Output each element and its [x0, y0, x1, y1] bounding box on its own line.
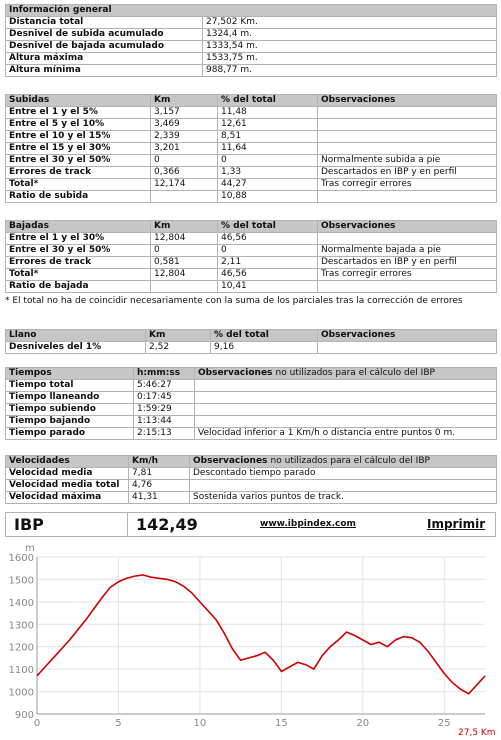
table-row: [6, 155, 497, 167]
km-cell: 12,174: [151, 179, 218, 191]
row-value: 27,502 Km.: [203, 17, 497, 29]
percent-cell: 11,48: [218, 107, 318, 119]
observations-cell: Descartados en IBP y en perfil: [318, 257, 497, 269]
observations-cell: Velocidad inferior a 1 Km/h o distancia entre puntos 0 m.: [195, 428, 497, 440]
speed-cell: 4,76: [129, 480, 190, 492]
col-header: Tiempos: [6, 368, 134, 380]
y-tick-label: 1100: [8, 665, 34, 677]
table-row: [6, 245, 497, 257]
time-cell: 1:13:44: [134, 416, 195, 428]
percent-cell: 0: [218, 155, 318, 167]
row-label: Total*: [6, 269, 151, 281]
y-tick-label: 1400: [8, 597, 34, 609]
table-row: [6, 119, 497, 131]
km-cell: 0: [151, 245, 218, 257]
table-row: [6, 17, 497, 29]
divider: [127, 513, 128, 536]
tiempos-table: [5, 367, 497, 440]
col-header: Km: [146, 330, 211, 342]
x-tick-label: 0: [33, 718, 41, 729]
row-label: Desnivel de bajada acumulado: [6, 41, 203, 53]
y-tick-label: 900: [14, 710, 34, 721]
ibp-value: 142,49: [136, 515, 198, 534]
observations-cell: [318, 191, 497, 203]
percent-cell: 10,41: [218, 281, 318, 293]
observations-header: Observaciones: [198, 368, 273, 378]
table-row: [6, 416, 497, 428]
row-value: 988,77 m.: [203, 65, 497, 77]
row-label: Velocidad máxima: [6, 492, 129, 504]
row-label: Velocidad media total: [6, 480, 129, 492]
row-label: Ratio de bajada: [6, 281, 151, 293]
percent-cell: 2,11: [218, 257, 318, 269]
row-label: Entre el 1 y el 30%: [6, 233, 151, 245]
percent-cell: 10,88: [218, 191, 318, 203]
row-label: Entre el 30 y el 50%: [6, 245, 151, 257]
y-tick-label: 1500: [8, 575, 34, 587]
col-header: Observaciones: [318, 95, 497, 107]
x-tick-label: 20: [356, 718, 370, 729]
col-header: Llano: [6, 330, 146, 342]
km-cell: 2,52: [146, 342, 211, 354]
row-label: Desnivel de subida acumulado: [6, 29, 203, 41]
row-label: Altura mínima: [6, 65, 203, 77]
table-row: [6, 492, 497, 504]
col-header: Subidas: [6, 95, 151, 107]
col-header: % del total: [218, 95, 318, 107]
percent-cell: 12,61: [218, 119, 318, 131]
observations-cell: Descartados en IBP y en perfil: [318, 167, 497, 179]
row-label: Entre el 30 y el 50%: [6, 155, 151, 167]
observations-cell: [318, 143, 497, 155]
time-cell: 1:59:29: [134, 404, 195, 416]
table-row: [6, 179, 497, 191]
row-value: 1533,75 m.: [203, 53, 497, 65]
percent-cell: 1,33: [218, 167, 318, 179]
km-cell: [151, 191, 218, 203]
elevation-line: [37, 575, 485, 694]
observations-cell: Normalmente subida a pie: [318, 155, 497, 167]
col-header: [195, 368, 497, 380]
table-row: [6, 257, 497, 269]
print-button[interactable]: Imprimir: [427, 517, 486, 531]
col-header: Observaciones: [318, 330, 497, 342]
table-row: [6, 468, 497, 480]
percent-cell: 9,16: [211, 342, 318, 354]
table-row: [6, 131, 497, 143]
y-tick-label: 1600: [8, 553, 34, 564]
km-cell: 2,339: [151, 131, 218, 143]
observations-cell: Normalmente bajada a pie: [318, 245, 497, 257]
percent-cell: 46,56: [218, 233, 318, 245]
col-header: h:mm:ss: [134, 368, 195, 380]
observations-header: Observaciones: [193, 456, 268, 466]
table-row: [6, 191, 497, 203]
row-label: Entre el 15 y el 30%: [6, 143, 151, 155]
table-row: [6, 41, 497, 53]
table-row: [6, 167, 497, 179]
ibp-label: IBP: [14, 515, 44, 534]
observations-note: no utilizados para el cálculo del IBP: [275, 368, 435, 378]
row-label: Distancia total: [6, 17, 203, 29]
km-cell: 3,469: [151, 119, 218, 131]
row-label: Tiempo total: [6, 380, 134, 392]
table-row: [6, 392, 497, 404]
observations-cell: [318, 107, 497, 119]
table-row: [6, 342, 497, 354]
col-header: % del total: [211, 330, 318, 342]
percent-cell: 46,56: [218, 269, 318, 281]
km-cell: 12,804: [151, 269, 218, 281]
observations-cell: [318, 233, 497, 245]
col-header: % del total: [218, 221, 318, 233]
row-label: Entre el 10 y el 15%: [6, 131, 151, 143]
general-info-title: Información general: [6, 5, 497, 17]
table-row: [6, 65, 497, 77]
km-cell: 0: [151, 155, 218, 167]
table-row: [6, 404, 497, 416]
col-header: [190, 456, 497, 468]
y-tick-label: 1300: [8, 620, 34, 632]
row-label: Entre el 1 y el 5%: [6, 107, 151, 119]
observations-cell: [318, 342, 497, 354]
col-header: Km: [151, 95, 218, 107]
footnote: * El total no ha de coincidir necesariamente con la suma de los parciales tras la corrección de errores: [5, 296, 463, 306]
row-label: Desniveles del 1%: [6, 342, 146, 354]
row-label: Entre el 5 y el 10%: [6, 119, 151, 131]
x-tick-label: 15: [274, 718, 288, 729]
ibpindex-link[interactable]: www.ibpindex.com: [260, 519, 356, 529]
x-tick-label: 10: [193, 718, 207, 729]
percent-cell: 0: [218, 245, 318, 257]
percent-cell: 44,27: [218, 179, 318, 191]
elevation-profile-chart: [0, 542, 501, 740]
table-row: [6, 480, 497, 492]
velocidades-table: [5, 455, 497, 504]
y-tick-label: 1000: [8, 687, 34, 699]
table-row: [6, 281, 497, 293]
km-cell: 3,201: [151, 143, 218, 155]
percent-cell: 8,51: [218, 131, 318, 143]
km-cell: 0,366: [151, 167, 218, 179]
llano-table: [5, 329, 497, 354]
x-tick-label: 25: [437, 718, 451, 729]
table-row: [6, 428, 497, 440]
col-header: Km: [151, 221, 218, 233]
table-row: [6, 380, 497, 392]
x-tick-label: 5: [115, 718, 122, 729]
time-cell: 5:46:27: [134, 380, 195, 392]
bajadas-table: [5, 220, 497, 293]
row-label: Errores de track: [6, 257, 151, 269]
row-label: Velocidad media: [6, 468, 129, 480]
speed-cell: 7,81: [129, 468, 190, 480]
observations-cell: [195, 416, 497, 428]
observations-cell: Tras corregir errores: [318, 179, 497, 191]
observations-cell: Descontado tiempo parado: [190, 468, 497, 480]
col-header: Km/h: [129, 456, 190, 468]
y-axis-unit: m: [25, 543, 35, 554]
time-cell: 2:15:13: [134, 428, 195, 440]
km-cell: 0,581: [151, 257, 218, 269]
row-label: Tiempo subiendo: [6, 404, 134, 416]
table-row: [6, 29, 497, 41]
table-row: [6, 53, 497, 65]
observations-cell: Tras corregir errores: [318, 269, 497, 281]
row-label: Ratio de subida: [6, 191, 151, 203]
speed-cell: 41,31: [129, 492, 190, 504]
observations-cell: [195, 404, 497, 416]
row-value: 1324,4 m.: [203, 29, 497, 41]
observations-cell: [318, 131, 497, 143]
observations-cell: [195, 380, 497, 392]
observations-cell: [318, 281, 497, 293]
col-header: Observaciones: [318, 221, 497, 233]
km-cell: [151, 281, 218, 293]
y-tick-label: 1200: [8, 642, 34, 654]
general-info-table: [5, 4, 497, 77]
observations-cell: [195, 392, 497, 404]
row-label: Altura máxima: [6, 53, 203, 65]
observations-cell: [190, 480, 497, 492]
ibp-bar: [5, 512, 496, 537]
km-cell: 3,157: [151, 107, 218, 119]
observations-cell: Sostenida varios puntos de track.: [190, 492, 497, 504]
table-row: [6, 269, 497, 281]
km-cell: 12,804: [151, 233, 218, 245]
percent-cell: 11,64: [218, 143, 318, 155]
row-label: Tiempo llaneando: [6, 392, 134, 404]
row-label: Errores de track: [6, 167, 151, 179]
row-value: 1333,54 m.: [203, 41, 497, 53]
time-cell: 0:17:45: [134, 392, 195, 404]
col-header: Velocidades: [6, 456, 129, 468]
table-row: [6, 107, 497, 119]
row-label: Tiempo bajando: [6, 416, 134, 428]
row-label: Tiempo parado: [6, 428, 134, 440]
observations-note: no utilizados para el cálculo del IBP: [270, 456, 430, 466]
table-row: [6, 233, 497, 245]
table-row: [6, 143, 497, 155]
observations-cell: [318, 119, 497, 131]
distance-end-label: 27,5 Km: [458, 728, 496, 738]
col-header: Bajadas: [6, 221, 151, 233]
subidas-table: [5, 94, 497, 203]
row-label: Total*: [6, 179, 151, 191]
